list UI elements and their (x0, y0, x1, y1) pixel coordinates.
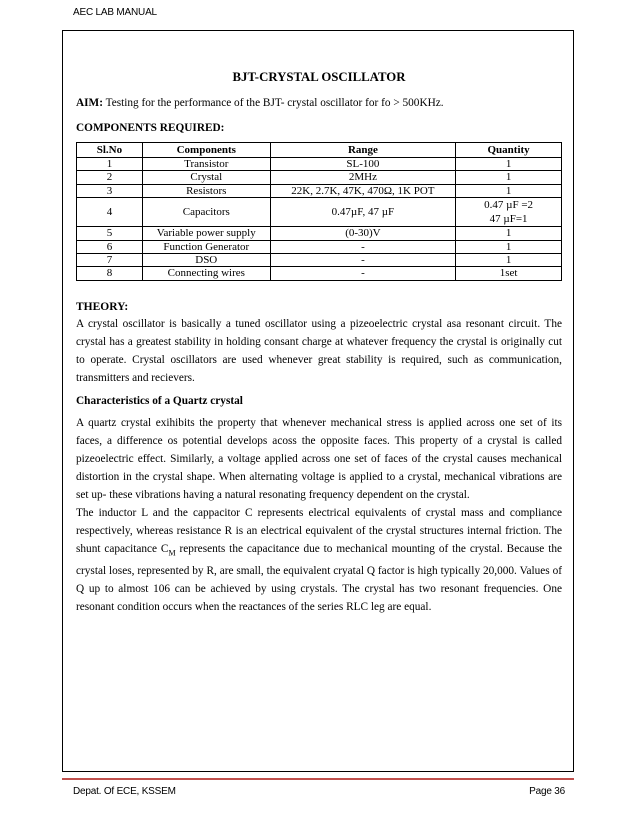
table-header-row (77, 143, 562, 158)
quantity-line: 47 µF=1 (489, 213, 528, 226)
paragraph-text: The inductor L and the cappacitor C represents electrical equivalents of crystal mass and compliance respectively, whereas resistance R is an electrical equivalent of the crystal structures internal friction. The shunt capacitance C (76, 506, 562, 555)
table-cell: 1 (456, 254, 562, 267)
equivalent-circuit-paragraph (76, 504, 562, 616)
table-row (77, 158, 562, 171)
table-header-cell: Sl.No (77, 143, 143, 158)
table-cell: Variable power supply (142, 227, 270, 240)
theory-paragraph: A crystal oscillator is basically a tuned oscillator using a pizeoelectric crystal asa resonant circuit. The crystal has a greatest stability in holding consant charge at whatever frequency the crystal is originally cut to operate. Crystal oscillators are used whenever great stability is required, such as communication, transmitters and recievers. (76, 317, 562, 384)
table-cell: 1 (456, 158, 562, 171)
table-row (77, 198, 562, 227)
table-header-cell: Range (270, 143, 456, 158)
table-cell: 1set (456, 267, 562, 280)
footer-rule (62, 778, 574, 780)
table-header-cell: Quantity (456, 143, 562, 158)
table-row (77, 227, 562, 240)
table-cell: 1 (456, 184, 562, 197)
footer-page-number: Page 36 (529, 786, 565, 797)
table-cell: 22K, 2.7K, 47K, 470Ω, 1K POT (270, 184, 456, 197)
components-title: COMPONENTS REQUIRED: (76, 122, 225, 134)
table-cell: SL-100 (270, 158, 456, 171)
table-cell: DSO (142, 254, 270, 267)
table-cell: 2 (77, 171, 143, 184)
table-cell: 0.47µF, 47 µF (270, 198, 456, 227)
aim-label: AIM: (76, 97, 103, 109)
table-cell: 3 (77, 184, 143, 197)
document-title: BJT-CRYSTAL OSCILLATOR (232, 70, 406, 84)
footer-department: Depat. Of ECE, KSSEM (73, 786, 176, 797)
table-row (77, 171, 562, 184)
table-cell: 1 (77, 158, 143, 171)
table-cell: Function Generator (142, 240, 270, 253)
table-cell: 1 (456, 171, 562, 184)
table-cell: 6 (77, 240, 143, 253)
table-cell: 1 (456, 240, 562, 253)
table-cell: 7 (77, 254, 143, 267)
characteristics-title: Characteristics of a Quartz crystal (76, 394, 243, 407)
characteristics-paragraph: A quartz crystal exihibits the property that whenever mechanical stress is applied across one set of its faces, a difference os potential develops acoss the opposite faces. This property of a crystal is called pizeoelectric effect. Similarly, a voltage applied across one set of faces of the crystal causes mechanical distortion in the crystal shape. When alternating voltage is applied to a crystal, mechanical vibrations are set up- these vibrations having a natural resonating frequency dependent on the crystal. (76, 416, 562, 501)
table-cell: Transistor (142, 158, 270, 171)
table-cell: 2MHz (270, 171, 456, 184)
theory-title: THEORY: (76, 300, 129, 313)
table-row (77, 184, 562, 197)
table-cell: 1 (456, 227, 562, 240)
table-cell: - (270, 267, 456, 280)
table-cell: - (270, 240, 456, 253)
paragraph-text: represents the capacitance due to mechanical mounting of the crystal. Because the crystal loses, represented by R, are small, the equivalent cryatal Q factor is high typically 20,000. Values of Q up to almost 106 can be achieved by using crystals. The crystal has two resonant frequencies. One resonant condition occurs when the reactances of the series RLC leg are equal. (76, 542, 562, 614)
table-cell: 4 (77, 198, 143, 227)
table-cell: (0-30)V (270, 227, 456, 240)
table-cell: - (270, 254, 456, 267)
table-header-cell: Components (142, 143, 270, 158)
table-cell: Capacitors (142, 198, 270, 227)
table-row (77, 267, 562, 280)
subscript-text: M (168, 548, 176, 558)
table-row (77, 254, 562, 267)
table-cell: Crystal (142, 171, 270, 184)
aim-text: Testing for the performance of the BJT- crystal oscillator for fo > 500KHz. (102, 97, 444, 109)
table-row (77, 240, 562, 253)
components-table (76, 142, 562, 281)
table-cell: 5 (77, 227, 143, 240)
table-cell (456, 198, 562, 227)
table-cell: 8 (77, 267, 143, 280)
table-cell: Connecting wires (142, 267, 270, 280)
table-cell: Resistors (142, 184, 270, 197)
page-header: AEC LAB MANUAL (73, 7, 157, 18)
aim-paragraph (76, 97, 562, 109)
page-content (76, 70, 562, 616)
quantity-line: 0.47 µF =2 (484, 199, 534, 212)
